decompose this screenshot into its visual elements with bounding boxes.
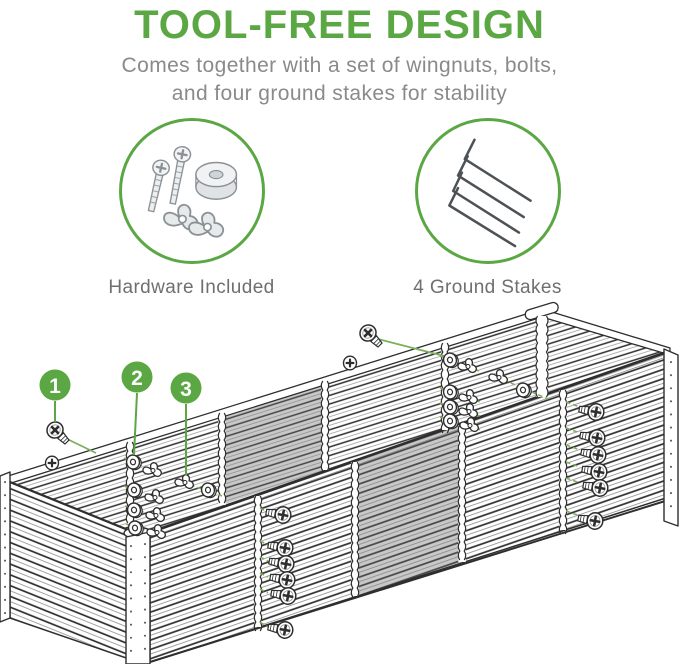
bolt-icon [357,322,386,351]
machine-bolt-icon [143,159,171,213]
machine-bolt-icon [164,145,191,205]
washer-stack-icon [195,162,236,199]
stakes-circle [415,118,561,264]
page-title: TOOL-FREE DESIGN [134,3,545,47]
assembly-diagram [0,300,679,664]
subtitle-line-1: Comes together with a set of wingnuts, bolts, [121,54,558,77]
bolt-icon [44,419,73,448]
garden-bed-illustration [0,301,678,664]
bed-corner-post-right [664,349,678,526]
stake-icon [449,188,515,246]
bed-corner-post-left [0,472,10,622]
feature-stakes [388,118,588,299]
callout-number: 3 [180,377,192,401]
stake-icon [464,140,530,201]
hardware-circle [119,118,265,264]
ground-stakes-icon [430,133,546,249]
subtitle [0,52,679,108]
callout-number: 2 [131,366,143,390]
hardware-label: Hardware Included [108,277,275,298]
bolt-head-icon [344,356,357,370]
bed-corner-post-front [124,528,152,664]
feature-hardware [92,118,292,299]
wingnut-icon [187,211,224,241]
subtitle-line-2: and four ground stakes for stability [171,82,508,105]
stake-icon [458,156,524,217]
stake-icon [453,173,519,233]
feature-callouts [0,118,679,299]
bolt-head-icon [46,456,59,470]
stakes-label: 4 Ground Stakes [413,277,562,298]
hardware-icon [134,133,250,249]
callout-number: 1 [49,374,61,398]
